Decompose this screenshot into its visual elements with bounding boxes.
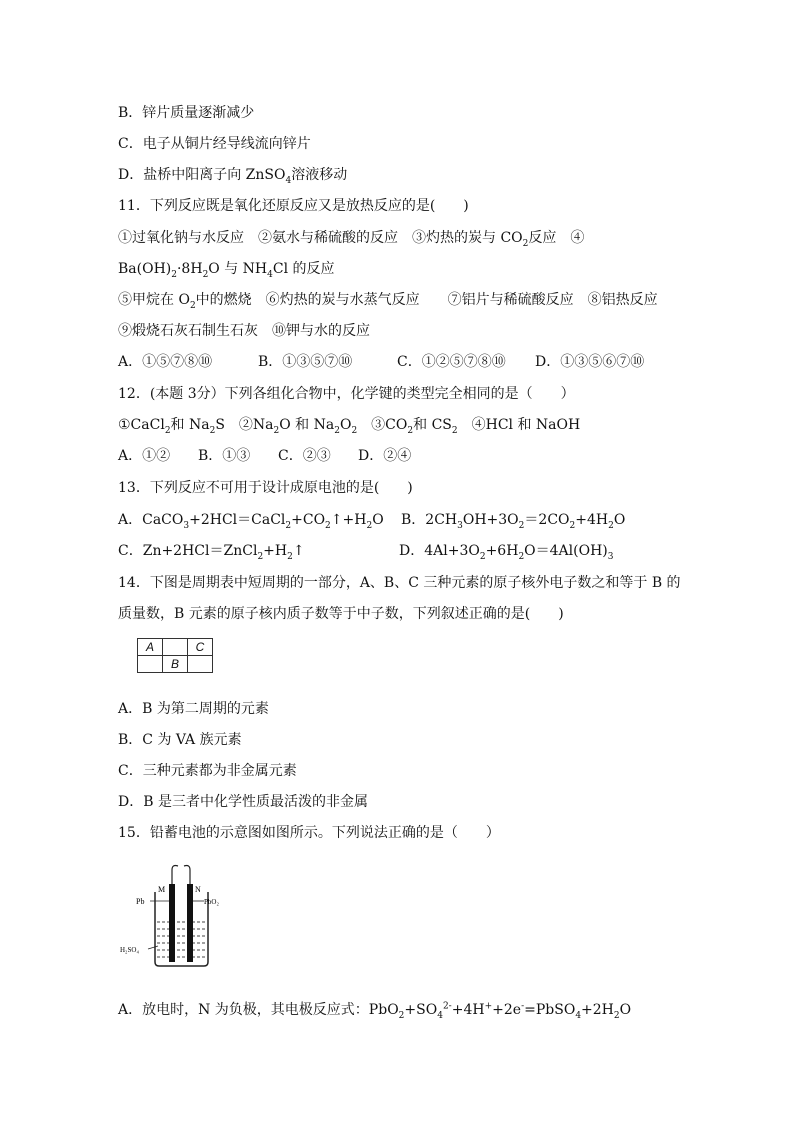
cell-empty <box>163 639 188 656</box>
sub: 2 <box>325 520 331 531</box>
sub: 3 <box>607 551 614 562</box>
cell-b: B <box>163 656 188 673</box>
sup: - <box>521 1001 525 1012</box>
label-n: N <box>195 885 201 894</box>
q13-option-c <box>118 542 305 560</box>
sub: 2 <box>451 425 458 436</box>
text: B．2CH <box>401 512 458 528</box>
text: S ②Na <box>215 417 274 433</box>
question-14-line1: 14．下图是周期表中短周期的一部分，A、B、C 三种元素的原子核外电子数之和等于 B 的 <box>118 575 681 591</box>
text: OH+3O <box>462 512 519 528</box>
wire-m <box>172 866 178 885</box>
text: +CO <box>291 512 326 528</box>
q11-items-3 <box>118 291 658 309</box>
text: ③CO <box>357 417 408 433</box>
q13-option-a <box>118 511 384 529</box>
sub: 2 <box>285 520 292 531</box>
text: ↑ <box>292 543 305 559</box>
text: O <box>619 1002 632 1018</box>
text: +SO <box>404 1002 438 1018</box>
option-d-salt-bridge <box>118 166 347 184</box>
electrolyte <box>157 922 206 957</box>
text: ·8H <box>176 261 203 277</box>
sub: 2 <box>189 300 196 311</box>
sub: 4 <box>285 175 292 186</box>
text: +2e <box>492 1002 522 1018</box>
text: +4H <box>575 512 609 528</box>
text: 和 Na <box>170 417 210 433</box>
periodic-table-fragment <box>137 638 213 673</box>
q14-option-d: D．B 是三者中化学性质最活泼的非金属 <box>118 794 368 810</box>
text: C．Zn+2HCl＝ZnCl <box>118 543 258 559</box>
text: ④HCl 和 NaOH <box>457 417 581 433</box>
text: O <box>372 512 384 528</box>
text: =PbSO <box>524 1002 576 1018</box>
q12-option-b: B．①③ <box>198 448 251 464</box>
q14-option-b: B．C 为 VA 族元素 <box>118 732 242 748</box>
sub: 2 <box>273 425 280 436</box>
text: O＝4Al(OH) <box>524 543 608 559</box>
text: 和 CS <box>413 417 452 433</box>
sup: + <box>484 1001 493 1012</box>
cell-empty <box>138 656 163 673</box>
sub: 4 <box>267 269 273 280</box>
sub: 2 <box>351 425 358 436</box>
text: +2H <box>581 1002 614 1018</box>
text: D．盐桥中阳离子向 ZnSO <box>118 167 286 183</box>
option-c-electron: C．电子从铜片经导线流向锌片 <box>118 136 311 152</box>
sub: 2 <box>257 551 264 562</box>
cell-a: A <box>138 639 163 656</box>
sub: 2 <box>407 425 414 436</box>
text: A．放电时，N 为负极，其电极反应式：PbO <box>118 1002 399 1018</box>
text: O 与 NH <box>208 261 268 277</box>
text: 反应 ④ <box>528 230 585 246</box>
sub: 2 <box>518 551 525 562</box>
sub: 2 <box>522 238 529 249</box>
q12-option-a: A．①② <box>118 448 171 464</box>
cell-c: C <box>188 639 213 656</box>
label-h2so4: H₂SO₄ <box>120 946 139 954</box>
sub: 4 <box>437 1010 443 1021</box>
text: ↑+H <box>330 512 367 528</box>
text: ＝2CO <box>524 512 570 528</box>
question-13: 13．下列反应不可用于设计成原电池的是( ) <box>118 480 413 496</box>
sub: 2 <box>209 425 216 436</box>
sub: 2 <box>608 520 614 531</box>
text: ①CaCl <box>118 417 165 433</box>
q12-option-d: D．②④ <box>358 448 412 464</box>
label-pb: Pb <box>136 897 145 906</box>
question-11: 11．下列反应既是氧化还原反应又是放热反应的是( ) <box>118 198 469 214</box>
text: 中的燃烧 ⑥灼热的炭与水蒸气反应 ⑦铝片与稀硫酸反应 ⑧铝热反应 <box>195 292 658 308</box>
text: Ba(OH) <box>118 261 172 277</box>
sub: 4 <box>575 1010 582 1021</box>
sub: 2 <box>164 425 171 436</box>
sup: 2- <box>442 1001 452 1012</box>
pbo2-electrode <box>187 884 193 962</box>
sub: 2 <box>479 551 486 562</box>
text: +2HCl＝CaCl <box>189 512 286 528</box>
label-m: M <box>158 885 166 894</box>
text: O <box>339 417 352 433</box>
wire-n <box>184 866 190 885</box>
text: +H <box>263 543 288 559</box>
q11-items-2 <box>118 260 335 278</box>
lead-battery-figure <box>118 862 228 972</box>
text: A．CaCO <box>118 512 184 528</box>
sub: 3 <box>183 520 190 531</box>
question-15: 15．铅蓄电池的示意图如图所示。下列说法正确的是（ ） <box>118 825 500 841</box>
cell-empty <box>188 656 213 673</box>
text: +4H <box>451 1002 485 1018</box>
text: ⑤甲烷在 O <box>118 292 190 308</box>
q11-option-c: C．①②⑤⑦⑧⑩ <box>397 354 506 370</box>
q11-option-d: D．①③⑤⑥⑦⑩ <box>535 354 645 370</box>
sub: 2 <box>287 551 293 562</box>
sub: 3 <box>457 520 463 531</box>
text: 溶液移动 <box>291 167 348 183</box>
q11-option-b: B．①③⑤⑦⑩ <box>258 354 353 370</box>
text: ①过氧化钠与水反应 ②氨水与稀硫酸的反应 ③灼热的炭与 CO <box>118 230 523 246</box>
question-12: 12．(本题 3分）下列各组化合物中，化学键的类型完全相同的是（ ） <box>118 386 575 402</box>
sub: 2 <box>613 1010 620 1021</box>
text: Cl 的反应 <box>272 261 335 277</box>
question-14-line2: 质量数，B 元素的原子核内质子数等于中子数，下列叙述正确的是( ) <box>118 606 564 622</box>
sub: 2 <box>334 425 340 436</box>
sub: 2 <box>398 1010 405 1021</box>
sub: 2 <box>171 269 177 280</box>
pb-electrode <box>169 884 175 962</box>
text: +6H <box>485 543 519 559</box>
q14-option-a: A．B 为第二周期的元素 <box>118 701 269 717</box>
sub: 2 <box>366 520 373 531</box>
text: O 和 Na <box>279 417 335 433</box>
q15-option-a <box>118 1001 631 1019</box>
q11-items-4: ⑨煅烧石灰石制生石灰 ⑩钾与水的反应 <box>118 323 370 339</box>
q12-option-c: C．②③ <box>278 448 331 464</box>
option-b-zinc: B．锌片质量逐渐减少 <box>118 105 255 121</box>
q13-option-b <box>401 511 625 529</box>
q12-items <box>118 416 580 434</box>
sub: 2 <box>569 520 576 531</box>
q11-option-a: A．①⑤⑦⑧⑩ <box>118 354 213 370</box>
sub: 2 <box>202 269 209 280</box>
q13-option-d <box>399 542 614 560</box>
q11-items-1 <box>118 229 584 247</box>
label-pbo2: PbO₂ <box>204 898 219 906</box>
text: D．4Al+3O <box>399 543 480 559</box>
q14-option-c: C．三种元素都为非金属元素 <box>118 763 297 779</box>
text: O <box>613 512 626 528</box>
sub: 2 <box>518 520 525 531</box>
